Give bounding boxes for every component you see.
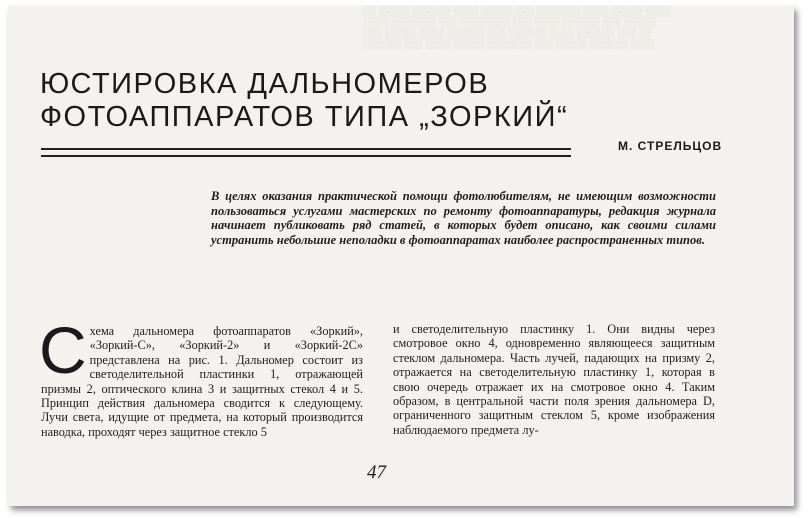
title-rule [41, 148, 571, 157]
author-name: М. СТРЕЛЬЦОВ [618, 139, 723, 153]
body-column-1 [39, 313, 363, 439]
title-line-2: ФОТОАППАРАТОВ ТИПА „ЗОРКИЙ“ [40, 101, 569, 133]
body-column-2: и светоделительную пластинку 1. Они видны через смотровое окно 4, одновременно являющееся защитным стеклом дальномера. Часть лучей, падающих на призму 2, отражается на светоделительную пластинку 1, которая в свою очередь отражает их на смотровое окно 4. Таким образом, в центральной части поля зрения дальномера D, ограниченного защитным стеклом 5, кроме изображения наблюдаемого предмета лу- [393, 322, 715, 437]
drop-cap: С [39, 313, 87, 387]
show-through-text: ░░ ░░░░░ ░░░░░░ ░░░░ ░░░░░ ░░░ ░░░░░░░ ░░░░ ░░░░░ ░░░░ ░░░░ ░░░░░░░ ░░░ ░░░░░░░░ ░░░ ░░░░ ░░░░░░ ░░░ ░░░░░ ░░░ ░░░░░ ░░░░ ░░░░░░ ░░░ ░░░░░░ ░░░░ ░░░░░░ ░░░ ░░ ░░░░░░ ░░░ ░░░░ ░░░░░ ░░░░░░░ ░░░ ░░░░░ ░░░░░░ ░░░░ [363, 6, 671, 49]
magazine-page [8, 6, 794, 506]
title-line-1: ЮСТИРОВКА ДАЛЬНОМЕРОВ [40, 68, 490, 100]
lead-paragraph: В целях оказания практической помощи фотолюбителям, не имеющим возможности пользоваться услугами мастерских по ремонту фотоаппаратуры, редакция журнала начинает публиковать ряд статей, в которых будет описано, как своими силами устранить небольшие неполадки в фотоаппаратах наиболее распространенных типов. [211, 189, 716, 247]
column-1-text: хема дальномера фотоаппаратов «Зоркий», «Зоркий-С», «Зоркий-2» и «Зоркий-2С» представлена на рис. 1. Дальномер состоит из светоделительной пластинки 1, отражающей призмы 2, оптического клина 3 и защитных стекол 4 и 5. Принцип действия дальномера сводится к следующему. Лучи света, идущие от предмета, на который производится наводка, проходят через защитное стекло 5 [41, 324, 363, 439]
page-number: 47 [367, 462, 386, 483]
article-title [40, 68, 568, 134]
